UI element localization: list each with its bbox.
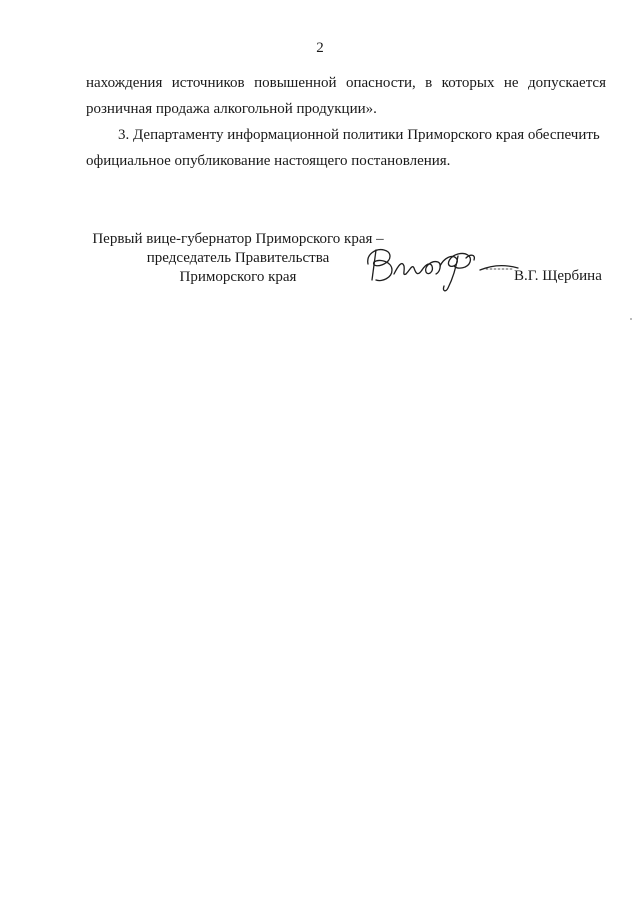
page-number: 2 <box>316 40 324 56</box>
handwritten-signature <box>362 236 522 294</box>
position-line: председатель Правительства <box>146 250 330 266</box>
paragraph-line: розничная продажа алкогольной продукции». <box>86 101 377 117</box>
position-line: Первый вице-губернатор Приморского края – <box>92 231 384 247</box>
signer-name: В.Г. Щербина <box>514 268 602 284</box>
signatory-position <box>78 230 398 287</box>
paragraph-line: нахождения источников повышенной опасности, в которых не допускается <box>86 75 606 91</box>
paragraph-line: 3. Департаменту информационной политики Приморского края обеспечить <box>118 127 600 143</box>
position-line: Приморского края <box>179 269 297 285</box>
paragraph-continuation <box>86 70 606 122</box>
scan-artifact <box>630 318 632 320</box>
paragraph-line: официальное опубликование настоящего постановления. <box>86 153 451 169</box>
paragraph-item-3 <box>86 122 606 174</box>
